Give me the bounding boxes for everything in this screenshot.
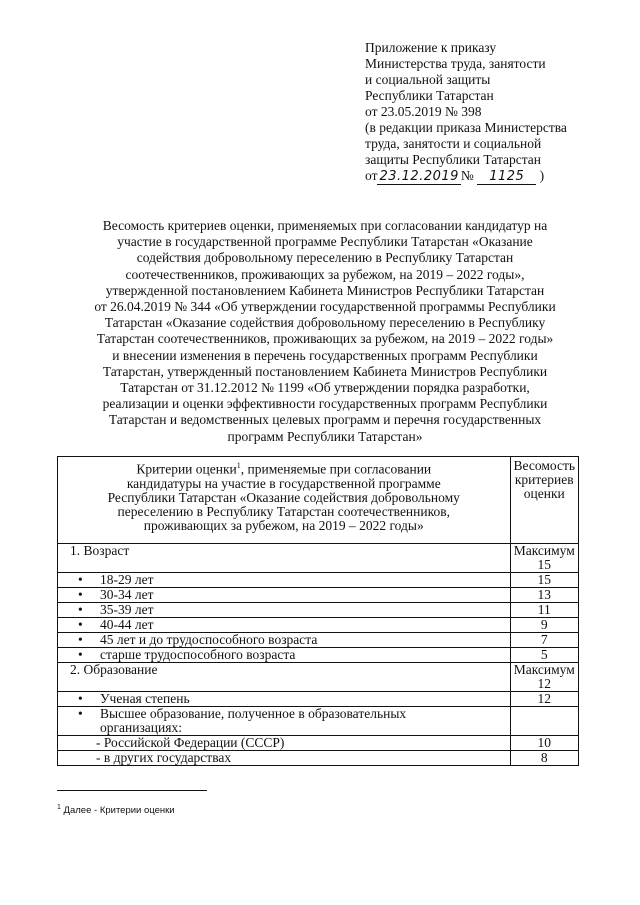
title-line: участие в государственной программе Республики Татарстан «Оказание (117, 234, 533, 250)
title-line: Татарстан соотечественников, проживающих за рубежом, на 2019 – 2022 годы» (96, 331, 554, 347)
table-row (58, 633, 579, 648)
criteria-table (57, 456, 579, 766)
criterion-label: 40-44 лет (100, 617, 154, 632)
header-criteria-cell (58, 457, 511, 544)
title-line: от 26.04.2019 № 344 «Об утверждении государственной программы Республики (94, 299, 556, 315)
title-line: Татарстан от 31.12.2012 № 1199 «Об утверждении порядка разработки, (120, 380, 530, 396)
criterion-label: - в других государствах (58, 751, 511, 766)
document-title (55, 218, 595, 445)
footnote-divider (57, 790, 207, 791)
bullet-icon: • (78, 706, 83, 721)
section-max: Максимум 15 (510, 544, 579, 573)
title-line: утвержденной постановлением Кабинета Министров Республики Татарстан (105, 282, 545, 298)
appendix-line: Республики Татарстан (365, 88, 494, 103)
appendix-line: и социальной защиты (365, 72, 491, 87)
bullet-icon: • (78, 632, 83, 647)
header-text: переселению в Республику Татарстан соотечественников, (117, 503, 450, 519)
footnote (57, 804, 175, 816)
section-label: 2. Образование (58, 663, 511, 692)
table-row (58, 736, 579, 751)
criterion-label: 45 лет и до трудоспособного возраста (100, 632, 318, 647)
title-line: Татарстан и ведомственных целевых программ и перечня государственных (108, 412, 542, 428)
criterion-label: Высшее образование, полученное в образовательных (100, 706, 407, 721)
header-text: Республики Татарстан «Оказание содействия добровольному (107, 489, 460, 505)
criterion-weight (510, 707, 579, 736)
table-row (58, 751, 579, 766)
criterion-weight: 10 (510, 736, 579, 751)
amendment-prefix: от (365, 168, 378, 183)
appendix-line: Министерства труда, занятости (365, 56, 546, 71)
criterion-weight: 8 (510, 751, 579, 766)
amendment-number-sign: № (460, 168, 474, 183)
criterion-weight: 9 (510, 618, 579, 633)
criterion-label: 18-29 лет (100, 572, 154, 587)
bullet-icon: • (78, 691, 83, 706)
table-row (58, 707, 579, 736)
amendment-number-handwritten: 1125 (477, 169, 536, 185)
table-row (58, 603, 579, 618)
header-text: Критерии оценки (136, 461, 237, 477)
header-text: проживающих за рубежом, на 2019 – 2022 годы» (143, 517, 424, 533)
amendment-line (365, 168, 615, 185)
criterion-cell (58, 707, 511, 736)
table-row (58, 588, 579, 603)
criterion-label: - Российской Федерации (СССР) (58, 736, 511, 751)
section-row (58, 663, 579, 692)
header-text: , применяемые при согласовании (240, 461, 432, 477)
section-label: 1. Возраст (58, 544, 511, 573)
section-max: Максимум 12 (510, 663, 579, 692)
footnote-mark: 1 (57, 804, 61, 811)
title-line: реализации и оценки эффективности государственных программ Республики (102, 396, 548, 412)
title-line: соотечественников, проживающих за рубежом, на 2019 – 2022 годы», (125, 266, 525, 282)
appendix-line: Приложение к приказу (365, 40, 497, 55)
header-text: оценки (523, 486, 565, 501)
appendix-line: труда, занятости и социальной (365, 136, 542, 151)
header-weight-cell (510, 457, 579, 544)
criterion-weight: 11 (510, 603, 579, 618)
bullet-icon: • (78, 617, 83, 632)
criterion-weight: 12 (510, 692, 579, 707)
bullet-icon: • (78, 647, 83, 662)
criterion-weight: 15 (510, 573, 579, 588)
criterion-label: 30-34 лет (100, 587, 154, 602)
criterion-weight: 13 (510, 588, 579, 603)
bullet-icon: • (78, 587, 83, 602)
criterion-label: старше трудоспособного возраста (100, 647, 296, 662)
title-line: Весомость критериев оценки, применяемых при согласовании кандидатур на (102, 218, 548, 233)
title-line: Татарстан, утвержденный постановлением Кабинета Министров Республики (102, 363, 548, 379)
table-row (58, 573, 579, 588)
title-line: программ Республики Татарстан» (227, 428, 423, 444)
header-text: кандидатуры на участие в государственной программе (126, 475, 441, 491)
bullet-icon: • (78, 572, 83, 587)
section-row (58, 544, 579, 573)
title-line: Татарстан «Оказание содействия добровольному переселению в Республику (104, 315, 546, 331)
appendix-header (365, 40, 615, 185)
footnote-reference: 1 (236, 461, 241, 470)
appendix-line: (в редакции приказа Министерства (365, 120, 567, 135)
title-line: и внесении изменения в перечень государственных программ Республики (112, 347, 538, 363)
header-text: Весомость (513, 458, 575, 473)
bullet-icon: • (78, 602, 83, 617)
criterion-weight: 5 (510, 648, 579, 663)
table-header-row (58, 457, 579, 544)
criterion-label: организациях: (100, 720, 182, 735)
table-row (58, 692, 579, 707)
table-row (58, 648, 579, 663)
footnote-text: Далее - Критерии оценки (60, 805, 175, 817)
criterion-weight: 7 (510, 633, 579, 648)
appendix-line: от 23.05.2019 № 398 (365, 104, 482, 119)
criterion-label: Ученая степень (100, 691, 190, 706)
header-text: критериев (514, 472, 574, 487)
title-line: содействия добровольному переселению в Республику Татарстан (136, 250, 514, 266)
criterion-label: 35-39 лет (100, 602, 154, 617)
table-row (58, 618, 579, 633)
amendment-date-handwritten: 23.12.2019 (379, 169, 459, 184)
appendix-line: защиты Республики Татарстан (365, 152, 542, 167)
amendment-suffix: ) (539, 168, 545, 183)
